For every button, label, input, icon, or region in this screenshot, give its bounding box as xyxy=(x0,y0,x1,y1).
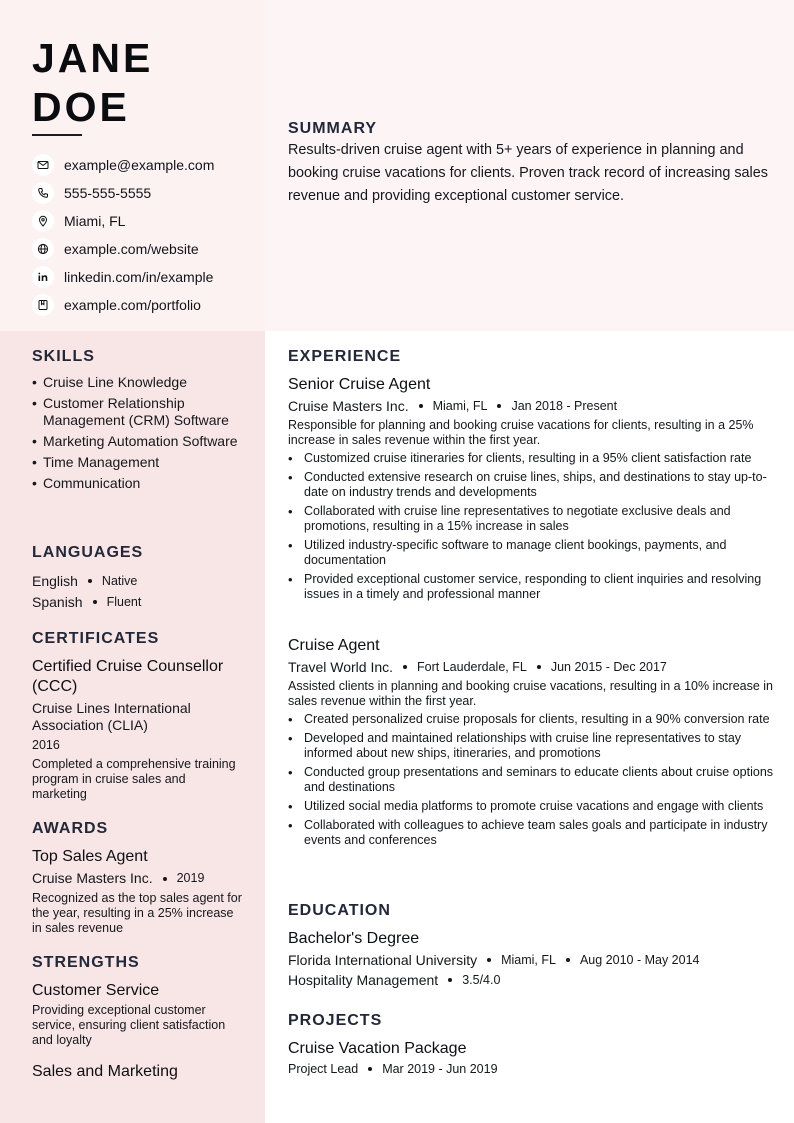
education-meta xyxy=(288,952,774,968)
certificate-entry xyxy=(32,657,242,802)
bullet-item: • Utilized social media platforms to promote cruise vacations and engage with clients xyxy=(288,799,764,814)
contact-portfolio[interactable] xyxy=(32,291,258,319)
language-name: English xyxy=(32,572,78,589)
strength-entry xyxy=(32,981,242,1048)
name-divider xyxy=(32,134,82,136)
job-location: Miami, FL xyxy=(432,399,488,413)
awards-heading: AWARDS xyxy=(32,820,109,837)
job-description: Assisted clients in planning and booking cruise vacations, resulting in a 10% increase in sales revenue within the first year. xyxy=(288,679,774,708)
field-of-study: Hospitality Management xyxy=(288,972,439,988)
award-entry xyxy=(32,847,242,936)
location-pin-icon xyxy=(32,210,54,232)
separator-dot xyxy=(537,665,541,669)
award-description: Recognized as the top sales agent for the year, resulting in a 25% increase in sales revenue xyxy=(32,891,242,935)
languages-heading: LANGUAGES xyxy=(32,544,144,561)
project-dates: Mar 2019 - Jun 2019 xyxy=(382,1062,498,1076)
separator-dot xyxy=(403,665,407,669)
separator-dot xyxy=(163,877,167,881)
candidate-name xyxy=(32,34,153,132)
certificate-name: Certified Cruise Counsellor (CCC) xyxy=(32,658,224,695)
contact-portfolio-text: example.com/portfolio xyxy=(64,297,201,313)
education-field-row xyxy=(288,972,774,988)
certificates-heading: CERTIFICATES xyxy=(32,630,160,647)
contact-phone[interactable] xyxy=(32,179,258,207)
summary-heading: SUMMARY xyxy=(288,120,378,137)
separator-dot xyxy=(487,958,491,962)
certificate-description: Completed a comprehensive training program in cruise sales and marketing xyxy=(32,757,236,801)
degree: Bachelor's Degree xyxy=(288,930,420,947)
languages-list xyxy=(32,570,252,612)
skills-list xyxy=(32,374,252,496)
project-entry xyxy=(288,1039,774,1076)
bullet-item: • Collaborated with cruise line representatives to negotiate exclusive deals and promotions, resulting in a 15% increase in sales xyxy=(288,504,731,533)
bullet-item: • Conducted extensive research on cruise lines, ships, and destinations to stay up-to-date on industry trends and developments xyxy=(288,470,767,499)
contact-location-text: Miami, FL xyxy=(64,213,126,229)
language-name: Spanish xyxy=(32,593,83,610)
bullet-item: • Customized cruise itineraries for clients, resulting in a 95% client satisfaction rate xyxy=(288,451,752,466)
phone-icon xyxy=(32,182,54,204)
project-meta xyxy=(288,1062,774,1076)
strength-entry xyxy=(32,1062,242,1082)
mail-icon xyxy=(32,154,54,176)
experience-heading: EXPERIENCE xyxy=(288,348,402,365)
education-heading: EDUCATION xyxy=(288,902,391,919)
job-title: Senior Cruise Agent xyxy=(288,376,431,393)
education-dates: Aug 2010 - May 2014 xyxy=(579,953,700,967)
separator-dot xyxy=(368,1067,372,1071)
project-name: Cruise Vacation Package xyxy=(288,1040,467,1057)
job-bullets xyxy=(288,451,774,602)
contact-website-text: example.com/website xyxy=(64,241,199,257)
first-name: JANE xyxy=(32,35,154,81)
gpa: 3.5/4.0 xyxy=(462,973,501,987)
job-dates: Jan 2018 - Present xyxy=(511,399,618,413)
language-item xyxy=(32,570,252,591)
skills-heading: SKILLS xyxy=(32,348,95,365)
school-location: Miami, FL xyxy=(501,953,556,967)
job-meta xyxy=(288,398,774,414)
job-entry xyxy=(288,636,774,852)
language-level: Fluent xyxy=(106,594,142,609)
contact-location xyxy=(32,207,258,235)
award-issuer: Cruise Masters Inc. xyxy=(32,870,153,886)
contact-linkedin-text: linkedin.com/in/example xyxy=(64,269,214,285)
job-dates: Jun 2015 - Dec 2017 xyxy=(550,660,667,674)
strength-name: Customer Service xyxy=(32,982,160,999)
certificate-issuer: Cruise Lines International Association (CLIA) xyxy=(32,700,191,733)
award-year: 2019 xyxy=(176,871,205,885)
contact-website[interactable] xyxy=(32,235,258,263)
separator-dot xyxy=(93,600,97,604)
strength-name: Sales and Marketing xyxy=(32,1063,178,1080)
separator-dot xyxy=(419,404,423,408)
education-entry xyxy=(288,929,774,988)
separator-dot xyxy=(497,404,501,408)
project-role: Project Lead xyxy=(288,1062,359,1076)
job-description: Responsible for planning and booking cruise vacations for clients, resulting in a 25% increase in sales revenue within the first year. xyxy=(288,418,754,447)
job-location: Fort Lauderdale, FL xyxy=(417,660,527,674)
job-meta xyxy=(288,659,774,675)
bullet-item: • Developed and maintained relationships with cruise line representatives to stay informed about new ships, itineraries, and promotions xyxy=(288,731,742,760)
strength-description: Providing exceptional customer service, ensuring client satisfaction and loyalty xyxy=(32,1003,226,1047)
bullet-item: • Created personalized cruise proposals for clients, resulting in a 90% conversion rate xyxy=(288,712,770,727)
bullet-item: • Utilized industry-specific software to manage client bookings, payments, and documentation xyxy=(288,538,727,567)
skill-item: • Time Management xyxy=(32,454,160,470)
language-item xyxy=(32,591,252,612)
separator-dot xyxy=(448,978,452,982)
job-company: Cruise Masters Inc. xyxy=(288,398,409,414)
portfolio-icon xyxy=(32,294,54,316)
job-company: Travel World Inc. xyxy=(288,659,394,675)
bullet-item: • Provided exceptional customer service, responding to client inquiries and resolving issues in a timely and professional manner xyxy=(288,572,762,601)
skill-item: • Cruise Line Knowledge xyxy=(32,374,187,390)
globe-icon xyxy=(32,238,54,260)
award-name: Top Sales Agent xyxy=(32,848,148,865)
certificate-year: 2016 xyxy=(32,738,60,752)
job-entry xyxy=(288,375,774,606)
contact-linkedin[interactable] xyxy=(32,263,258,291)
strengths-heading: STRENGTHS xyxy=(32,954,140,971)
job-bullets xyxy=(288,712,774,848)
skill-item: • Communication xyxy=(32,475,141,491)
separator-dot xyxy=(566,958,570,962)
job-title: Cruise Agent xyxy=(288,637,380,654)
last-name: DOE xyxy=(32,84,130,130)
bullet-item: • Collaborated with colleagues to achieve team sales goals and participate in industry events and conferences xyxy=(288,818,768,847)
linkedin-icon xyxy=(32,266,54,288)
contact-phone-text: 555-555-5555 xyxy=(64,185,152,201)
projects-heading: PROJECTS xyxy=(288,1012,383,1029)
contact-email-text: example@example.com xyxy=(64,157,215,173)
bullet-item: • Conducted group presentations and seminars to educate clients about cruise options and destinations xyxy=(288,765,774,794)
contact-email[interactable] xyxy=(32,151,258,179)
separator-dot xyxy=(88,579,92,583)
skill-item: • Marketing Automation Software xyxy=(32,433,238,449)
contact-list xyxy=(32,151,258,319)
skill-item: • Customer Relationship Management (CRM) Software xyxy=(32,395,229,428)
summary-text: Results-driven cruise agent with 5+ years of experience in planning and booking cruise vacations for clients. Proven track record of increasing sales revenue and providing exceptional customer service. xyxy=(288,142,768,204)
language-level: Native xyxy=(101,573,138,588)
school-name: Florida International University xyxy=(288,952,478,968)
